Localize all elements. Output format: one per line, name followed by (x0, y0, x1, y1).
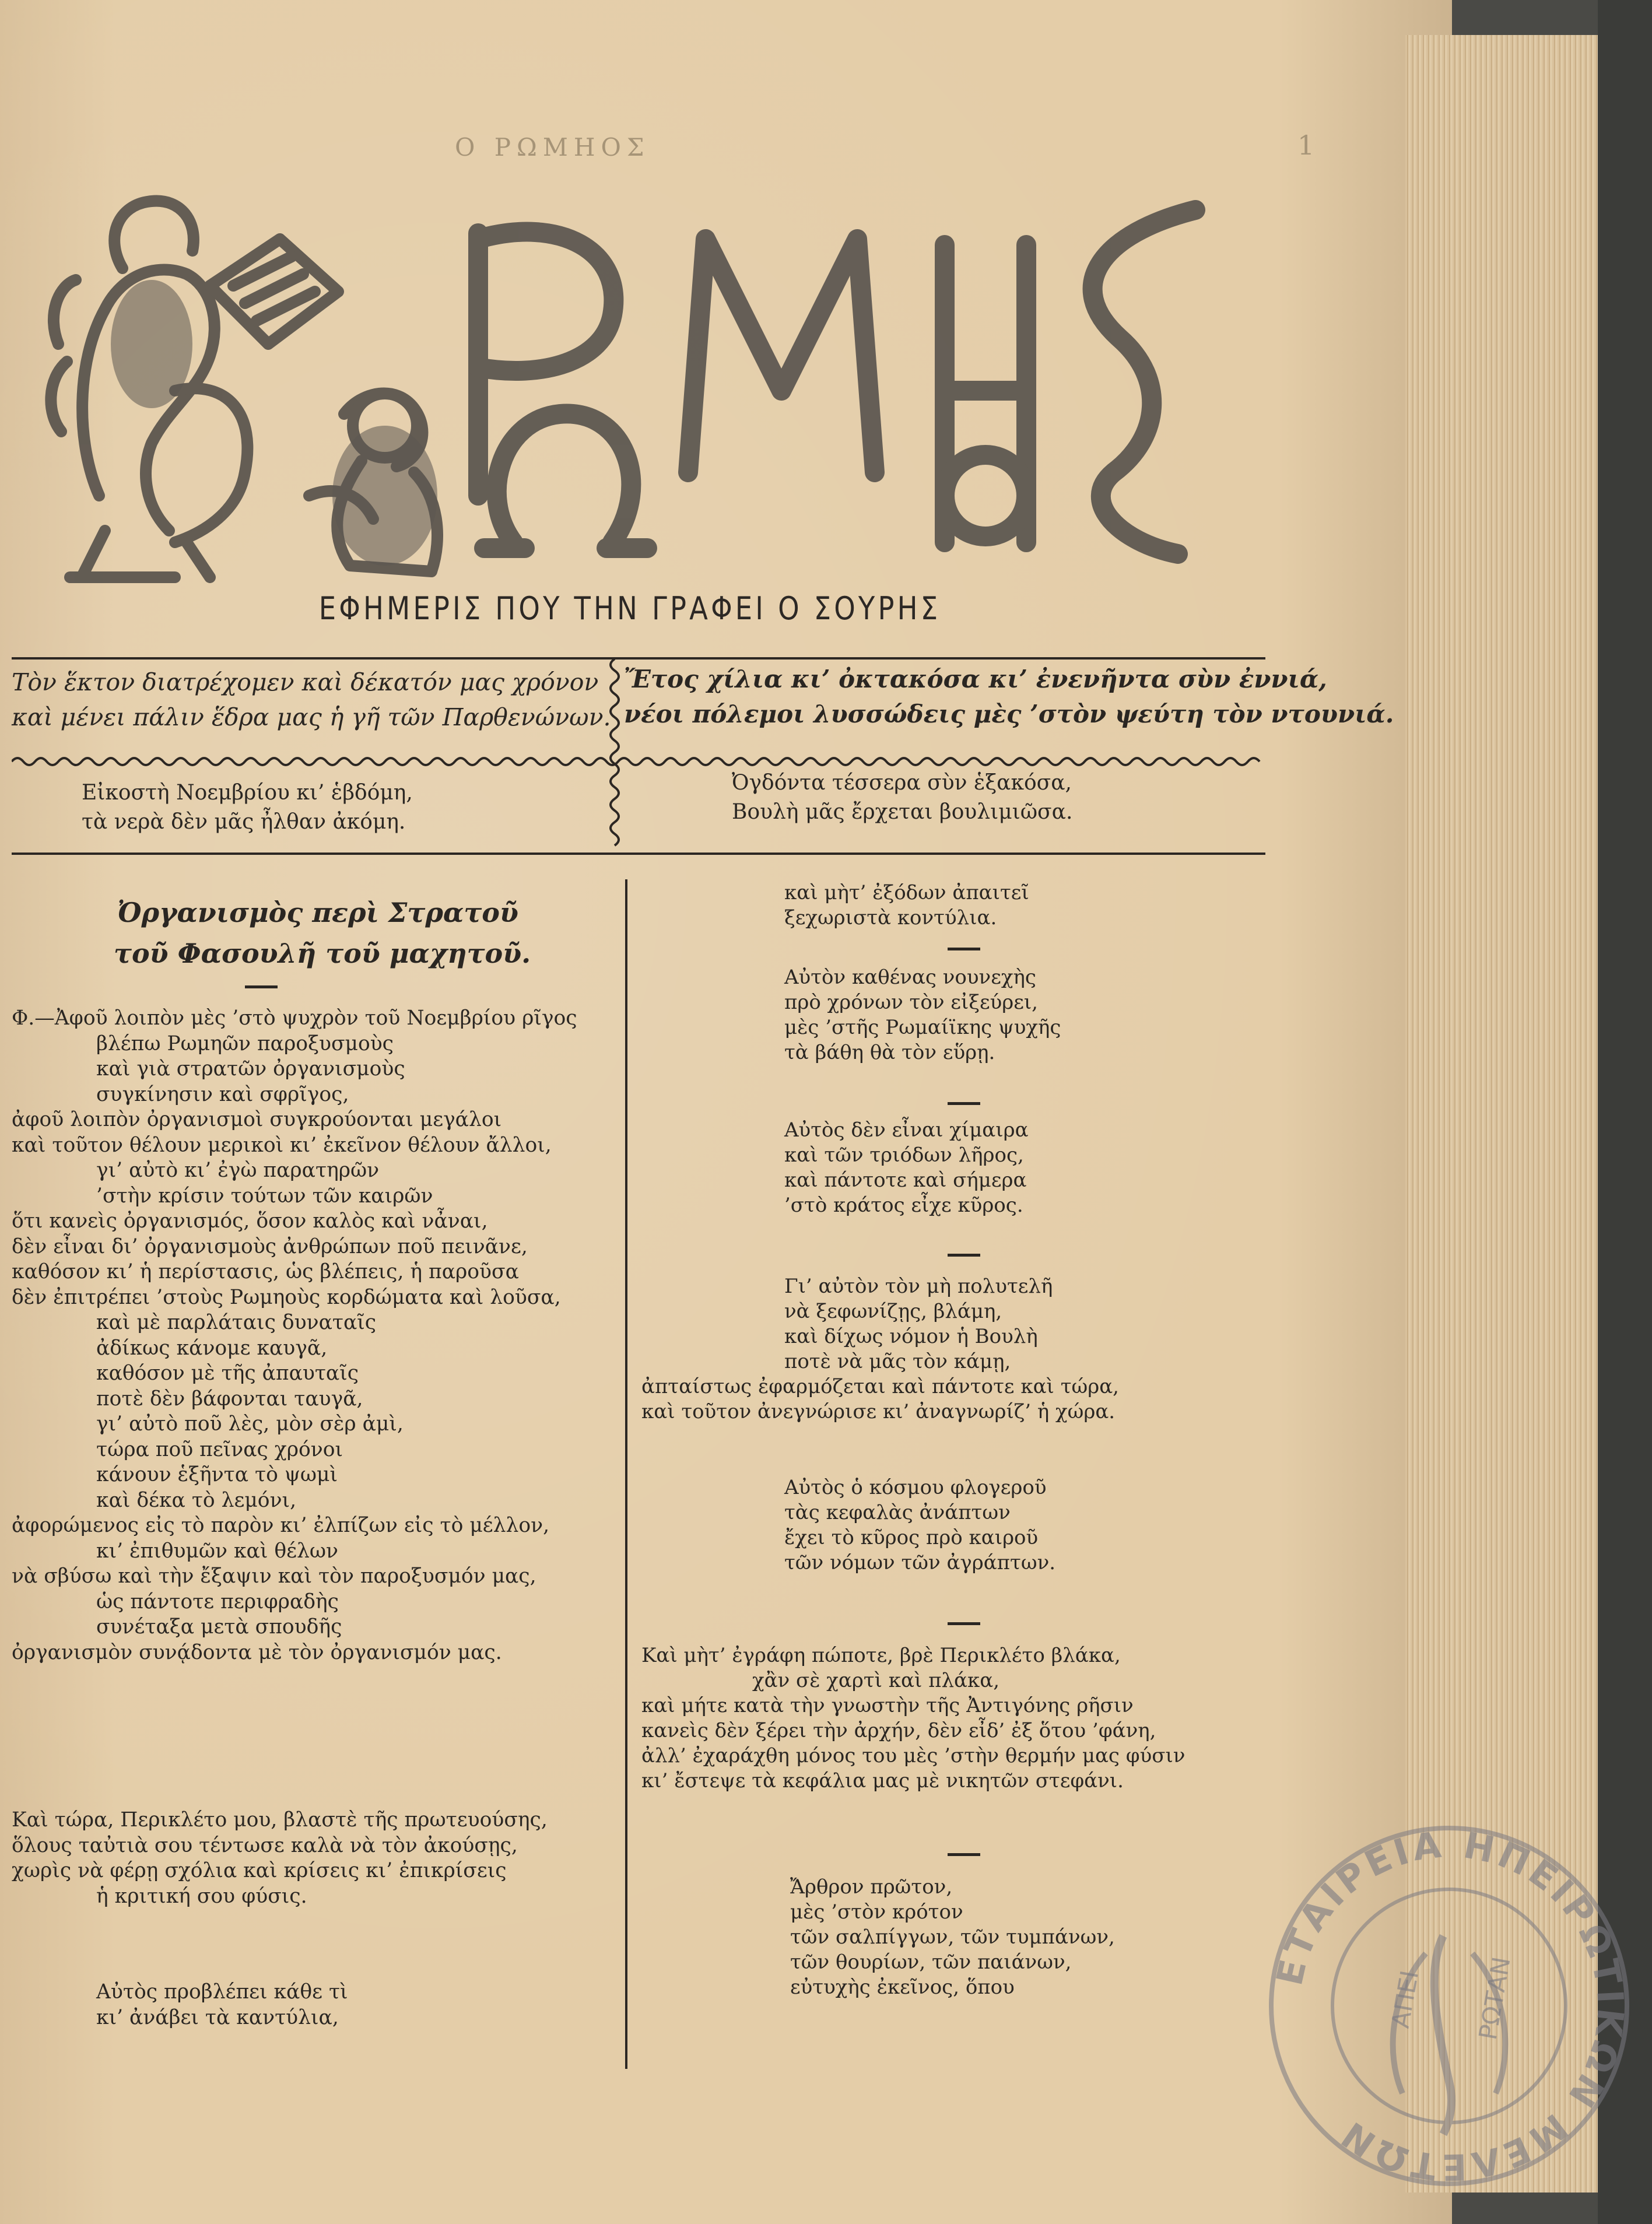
header-bottom-rule (12, 853, 1265, 855)
text-line: δὲν εἶναι δι’ ὀργανισμοὺς ἀνθρώπων ποῦ πεινᾶνε, (12, 1234, 528, 1258)
stanza-dash (948, 1254, 980, 1257)
text-line: ὀργανισμὸν συνᾴδοντα μὲ τὸν ὀργανισμόν μας. (12, 1640, 502, 1664)
right-stanza-2: Αὐτὸν καθένας νουνεχὴς πρὸ χρόνων τὸν εἰξεύρει, μὲς ’στῆς Ρωμαίϊκης ψυχῆς τὰ βάθη θὰ τὸν εὕρῃ. (784, 966, 1061, 1064)
text-line: Αὐτὸς προβλέπει κάθε τὶ (96, 1980, 348, 2004)
text-line: τώρα ποῦ πεῖνας χρόνοι (96, 1437, 343, 1461)
stamp-inner-text-1: ΑΠΕΙ (1386, 1968, 1425, 2030)
text-line: γι’ αὐτὸ κι’ ἐγὼ παρατηρῶν (96, 1159, 380, 1182)
text-line: καὶ μὲ παρλάταις δυναταῖς (96, 1311, 377, 1334)
epigraph-right-bottom: Ὀγδόντα τέσσερα σὺν ἑξακόσα, Βουλὴ μᾶς ἔρχεται βουλιμιῶσα. (732, 771, 1073, 824)
stanza-dash (948, 948, 980, 950)
stamp-inner-text-2: ΡΩΤΑΝ (1473, 1955, 1516, 2042)
text-line: κι’ ἐπιθυμῶν καὶ θέλων (96, 1539, 338, 1563)
text-line: χωρὶς νὰ φέρῃ σχόλια καὶ κρίσεις κι’ ἐπικρίσεις (12, 1859, 507, 1882)
text-line: συγκίνησιν καὶ σφρῖγος, (96, 1082, 349, 1106)
text-line: ποτὲ δὲν βάφονται ταυγᾶ, (96, 1387, 363, 1411)
text-line: κι’ ἀνάβει τὰ καντύλια, (96, 2005, 339, 2029)
text-line: δὲν ἐπιτρέπει ’στοὺς Ρωμηοὺς κορδώματα καὶ λοῦσα, (12, 1285, 561, 1309)
text-line: συνέταξα μετὰ σπουδῆς (96, 1615, 342, 1639)
right-stanza-1: καὶ μὴτ’ ἐξόδων ἀπαιτεῖ ξεχωριστὰ κοντύλια. (784, 881, 1029, 929)
headline-dash (245, 985, 278, 988)
masthead-logo-text: ΡΩΜΗΟΣ (851, 586, 854, 587)
text-line: βλέπω Ρωμηῶν παροξυσμοὺς (96, 1032, 394, 1055)
text-line: ὡς πάντοτε περιφραδὴς (96, 1590, 339, 1613)
masthead-illustration (35, 169, 1248, 589)
text-line: καθόσον κι’ ἡ περίστασις, ὡς βλέπεις, ἡ παροῦσα (12, 1260, 519, 1283)
text-line: καθόσον μὲ τῆς ἀπαυταῖς (96, 1362, 359, 1385)
text-line: καὶ τοῦτον θέλουν μερικοὶ κι’ ἐκεῖνον θέλουν ἄλλοι, (12, 1133, 552, 1157)
text-line: ’στὴν κρίσιν τούτων τῶν καιρῶν (96, 1184, 433, 1208)
stamp-ring-text: ΕΤΑΙΡΕΙΑ ΗΠΕΙΡΩΤΙΚΩΝ ΜΕΛΕΤΩΝ (1268, 1823, 1633, 2189)
text-line: ὅτι κανεὶς ὀργανισμός, ὅσον καλὸς καὶ νἆναι, (12, 1209, 488, 1233)
epigraph-left-top: Τὸν ἕκτον διατρέχομεν καὶ δέκατόν μας χρόνον καὶ μένει πάλιν ἕδρα μας ἡ γῆ τῶν Παρθενώνων. (12, 668, 611, 731)
text-line: Φ.—Ἀφοῦ λοιπὸν μὲς ’στὸ ψυχρὸν τοῦ Νοεμβρίου ρῖγος (12, 1006, 577, 1030)
text-line: ὅλους ταὐτιὰ σου τέντωσε καλὰ νὰ τὸν ἀκούσῃς, (12, 1833, 518, 1857)
text-line: ἀδίκως κάνομε καυγᾶ, (96, 1336, 328, 1360)
left-column-block-1 (12, 1006, 577, 1665)
right-stanza-3: Αὐτὸς δὲν εἶναι χίμαιρα καὶ τῶν τριόδων λῆρος, καὶ πάντοτε καὶ σήμερα ’στὸ κράτος εἶχε κῦρος. (784, 1118, 1029, 1217)
text-line: ἡ κριτική σου φύσις. (96, 1884, 307, 1908)
text-line: νὰ σβύσω καὶ τὴν ἔξαψιν καὶ τὸν παροξυσμόν μας, (12, 1564, 536, 1588)
stanza-dash (948, 1853, 980, 1856)
left-column-block-3 (12, 1980, 348, 2030)
masthead-subtitle: ΕΦΗΜΕΡΙΣ ΠΟΥ ΤΗΝ ΓΡΑΦΕΙ Ο ΣΟΥΡΗΣ (318, 590, 941, 627)
running-head-title: Ο ΡΩΜΗΟΣ (455, 133, 650, 162)
column-divider (625, 879, 627, 2069)
text-line: κάνουν ἑξῆντα τὸ ψωμὶ (96, 1463, 338, 1486)
epigraph-right-top: Ἔτος χίλια κι’ ὀκτακόσα κι’ ἐνενῆντα σὺν ἐννιά, νέοι πόλεμοι λυσσώδεις μὲς ’στὸν ψεύτη τὸν ντουνιά. (624, 665, 1394, 728)
epigraph-left-bottom: Εἰκοστὴ Νοεμβρίου κι’ ἑβδόμη, τὰ νερὰ δὲν μᾶς ἦλθαν ἀκόμη. (82, 781, 413, 834)
right-stanza-5: Αὐτὸς ὁ κόσμου φλογεροῦ τὰς κεφαλὰς ἀνάπτων ἔχει τὸ κῦρος πρὸ καιροῦ τῶν νόμων τῶν ἀγράπτων. (784, 1476, 1056, 1574)
text-line: καὶ δέκα τὸ λεμόνι, (96, 1488, 297, 1512)
wavy-divider (12, 755, 1265, 769)
right-stanza-6: Καὶ μὴτ’ ἐγράφη πώποτε, βρὲ Περικλέτο βλάκα, χἂν σὲ χαρτὶ καὶ πλάκα, καὶ μήτε κατὰ τὴν γνωστὴν τῆς Ἀντιγόνης ρῆσιν κανεὶς δὲν ξέρει τὴν ἀρχήν, δὲν εἶδ’ ἐξ ὅτου ’φάνη, ἀλλ’ ἐχαράχθη μόνος του μὲς ’στὴν θερμήν μας φύσιν κι’ ἔστεψε τὰ κεφάλια μας μὲ νικητῶν στεφάνι. (641, 1644, 1185, 1792)
text-line: ἀφορώμενος εἰς τὸ παρὸν κι’ ἐλπίζων εἰς τὸ μέλλον, (12, 1514, 550, 1537)
stanza-dash (948, 1622, 980, 1625)
text-line: γι’ αὐτὸ ποῦ λὲς, μὸν σὲρ ἀμὶ, (96, 1412, 404, 1436)
article-headline: Ὀργανισμὸς περὶ Στρατοῦ τοῦ Φασουλῆ τοῦ μαχητοῦ. (114, 897, 531, 969)
top-rule (12, 657, 1265, 660)
text-line: ἀφοῦ λοιπὸν ὀργανισμοὶ συγκρούονται μεγάλοι (12, 1108, 502, 1131)
right-stanza-4: Γι’ αὐτὸν τὸν μὴ πολυτελῆ νὰ ξεφωνίζῃς, βλάμη, καὶ δίχως νόμον ἡ Βουλὴ ποτὲ νὰ μᾶς τὸν κάμῃ, ἀπταίστως ἐφαρμόζεται καὶ πάντοτε καὶ τώρα, καὶ τοῦτον ἀνεγνώρισε κι’ ἀναγνωρίζ’ ἡ χώρα. (641, 1275, 1119, 1423)
text-line: καὶ γιὰ στρατῶν ὀργανισμοὺς (96, 1057, 405, 1081)
text-line: Καὶ τώρα, Περικλέτο μου, βλαστὲ τῆς πρωτευούσης, (12, 1808, 548, 1832)
library-stamp (1262, 1819, 1636, 2193)
left-column-block-2 (12, 1808, 548, 1909)
running-head-page-number: 1 (1297, 129, 1315, 161)
right-stanza-7: Ἄρθρον πρῶτον, μὲς ’στὸν κρότον τῶν σαλπίγγων, τῶν τυμπάνων, τῶν θουρίων, τῶν παιάνων, εὐτυχὴς ἐκεῖνος, ὅπου (790, 1875, 1115, 1999)
stanza-dash (948, 1102, 980, 1105)
